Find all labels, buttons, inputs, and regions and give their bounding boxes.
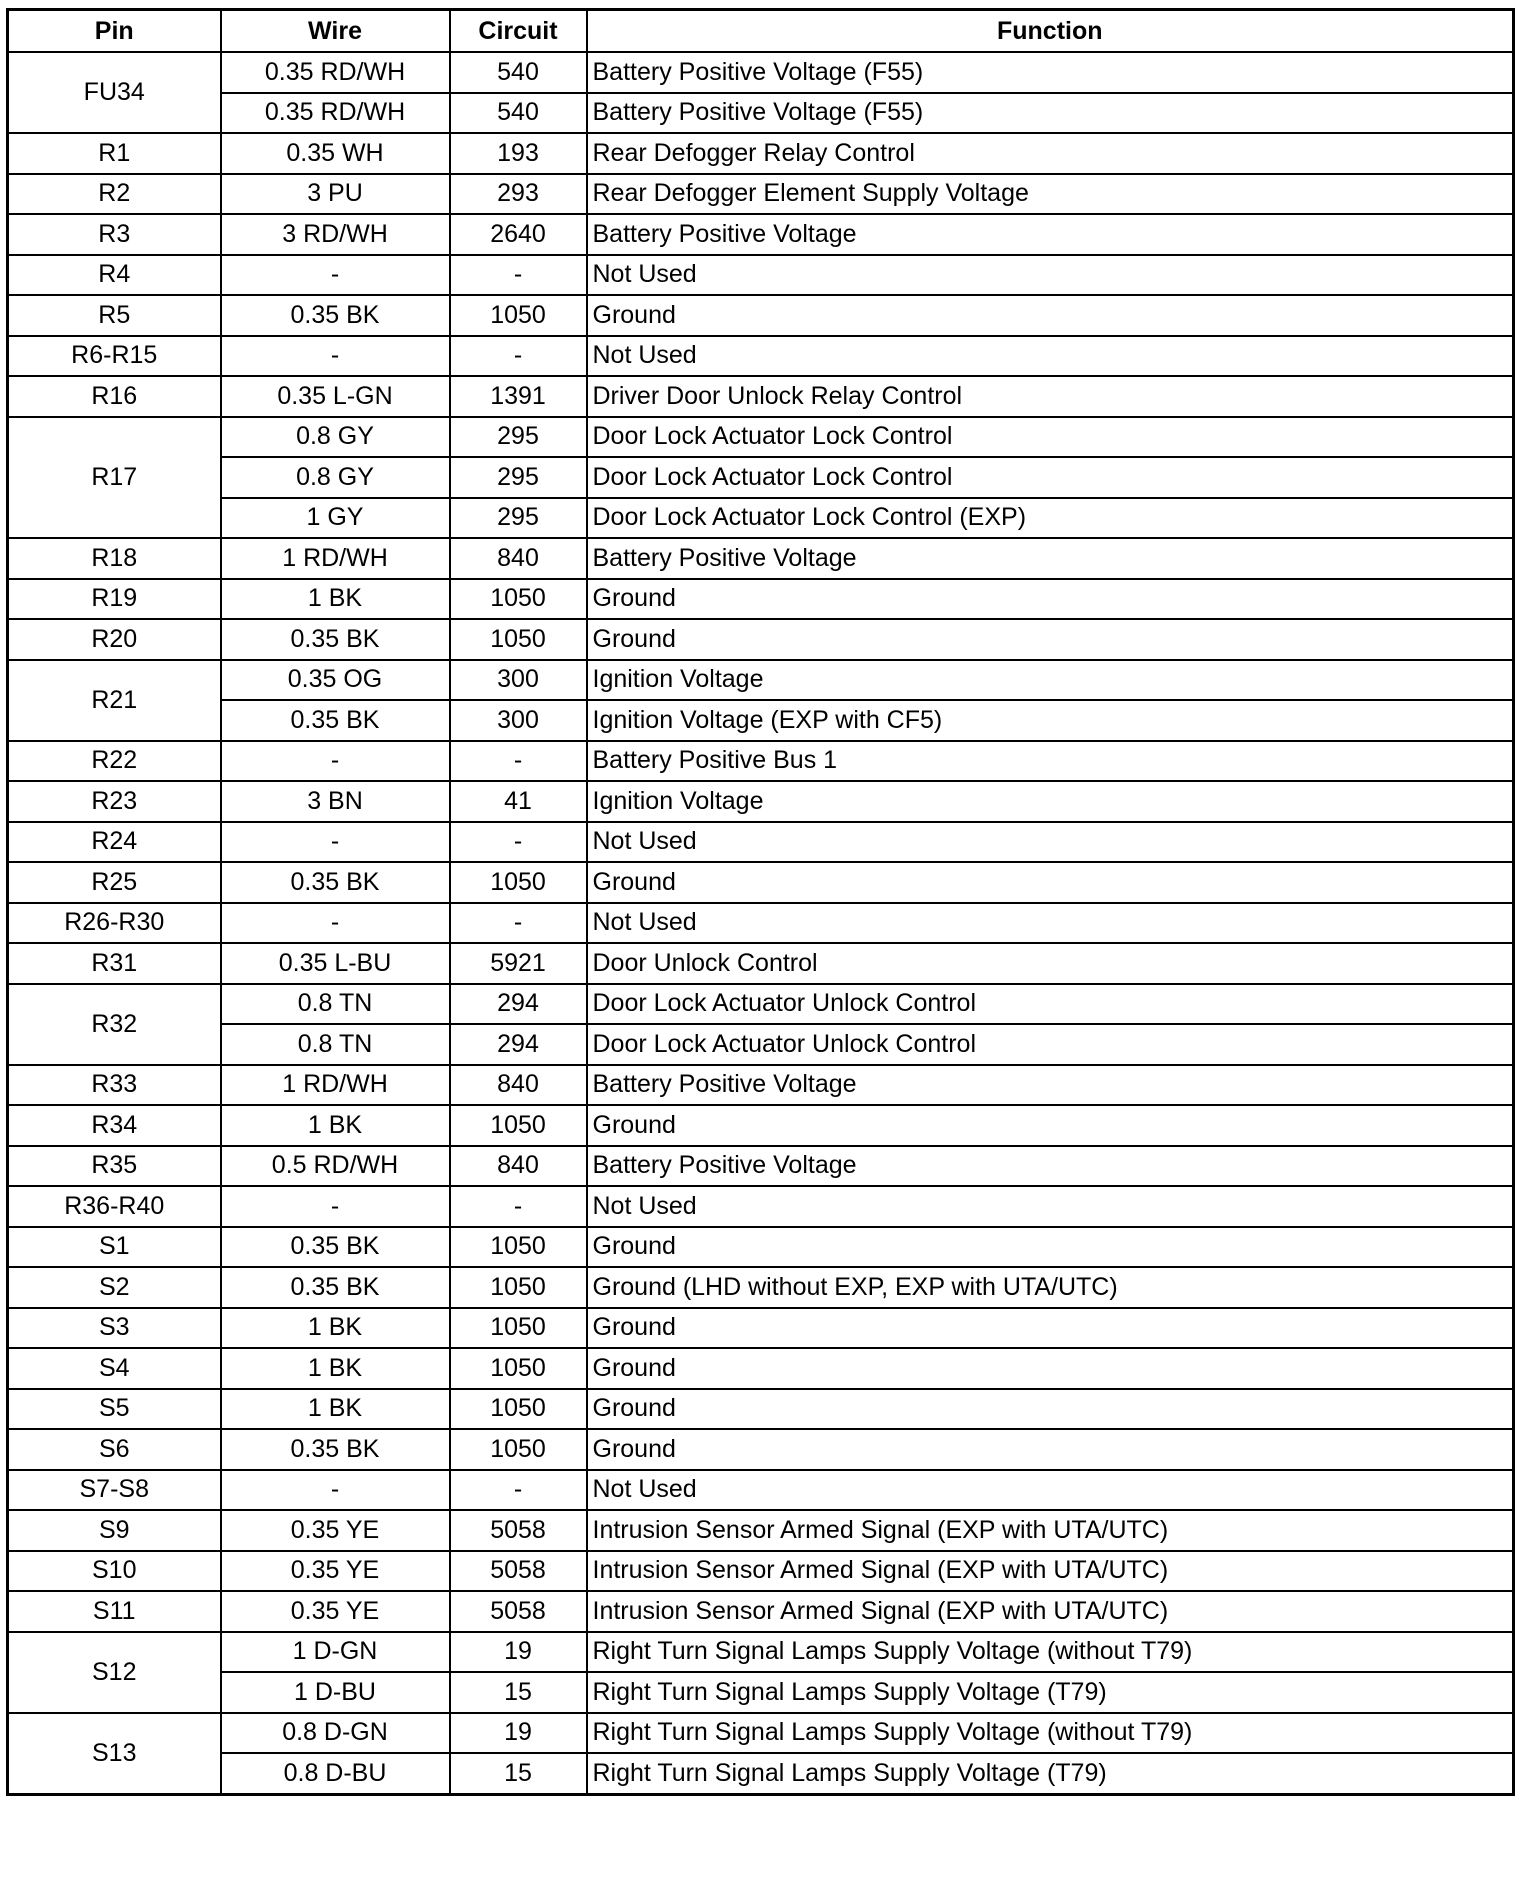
pin-cell: R34 — [8, 1105, 221, 1146]
wire-cell: 1 GY — [221, 498, 450, 539]
table-row — [8, 538, 1514, 579]
circuit-cell: - — [450, 255, 587, 296]
wire-cell: 1 D-GN — [221, 1632, 450, 1673]
pin-cell: S10 — [8, 1551, 221, 1592]
circuit-cell: 1050 — [450, 1429, 587, 1470]
pin-cell: R23 — [8, 781, 221, 822]
pin-cell: R25 — [8, 862, 221, 903]
pin-cell: R16 — [8, 376, 221, 417]
circuit-cell: 41 — [450, 781, 587, 822]
circuit-cell: 840 — [450, 1146, 587, 1187]
table-row — [8, 1753, 1514, 1794]
function-cell: Battery Positive Voltage — [587, 1146, 1514, 1187]
wire-cell: 0.35 BK — [221, 619, 450, 660]
circuit-cell: - — [450, 1186, 587, 1227]
circuit-cell: 540 — [450, 93, 587, 134]
circuit-cell: 1050 — [450, 1389, 587, 1430]
wire-cell: - — [221, 255, 450, 296]
circuit-cell: 300 — [450, 700, 587, 741]
wire-cell: 0.35 BK — [221, 295, 450, 336]
wire-cell: 0.35 YE — [221, 1591, 450, 1632]
function-cell: Rear Defogger Element Supply Voltage — [587, 174, 1514, 215]
pin-column-header: Pin — [8, 10, 221, 53]
function-cell: Right Turn Signal Lamps Supply Voltage (T79) — [587, 1753, 1514, 1794]
wire-cell: 3 RD/WH — [221, 214, 450, 255]
circuit-cell: 15 — [450, 1753, 587, 1794]
function-cell: Driver Door Unlock Relay Control — [587, 376, 1514, 417]
wire-cell: 0.8 TN — [221, 984, 450, 1025]
wire-cell: 0.35 BK — [221, 1227, 450, 1268]
table-row — [8, 700, 1514, 741]
table-row — [8, 133, 1514, 174]
wire-cell: 0.8 TN — [221, 1024, 450, 1065]
function-cell: Intrusion Sensor Armed Signal (EXP with UTA/UTC) — [587, 1591, 1514, 1632]
wire-cell: 0.35 RD/WH — [221, 52, 450, 93]
function-column-header: Function — [587, 10, 1514, 53]
table-row — [8, 498, 1514, 539]
circuit-cell: 5058 — [450, 1591, 587, 1632]
pin-cell: S5 — [8, 1389, 221, 1430]
wire-cell: 1 RD/WH — [221, 538, 450, 579]
table-row — [8, 457, 1514, 498]
pinout-table — [6, 8, 1515, 1796]
wire-cell: 0.35 BK — [221, 1429, 450, 1470]
pin-cell: R17 — [8, 417, 221, 539]
pin-cell: S7-S8 — [8, 1470, 221, 1511]
pin-cell: R36-R40 — [8, 1186, 221, 1227]
wire-cell: 3 BN — [221, 781, 450, 822]
circuit-cell: 5058 — [450, 1510, 587, 1551]
pin-cell: FU34 — [8, 52, 221, 133]
circuit-cell: 5058 — [450, 1551, 587, 1592]
circuit-cell: - — [450, 741, 587, 782]
function-cell: Not Used — [587, 1186, 1514, 1227]
function-cell: Ground — [587, 619, 1514, 660]
table-row — [8, 52, 1514, 93]
circuit-cell: 295 — [450, 457, 587, 498]
function-cell: Ignition Voltage — [587, 660, 1514, 701]
circuit-cell: 193 — [450, 133, 587, 174]
wire-cell: 0.35 L-GN — [221, 376, 450, 417]
function-cell: Battery Positive Voltage — [587, 1065, 1514, 1106]
function-cell: Ignition Voltage (EXP with CF5) — [587, 700, 1514, 741]
circuit-cell: 2640 — [450, 214, 587, 255]
pin-cell: R1 — [8, 133, 221, 174]
table-row — [8, 660, 1514, 701]
table-row — [8, 1510, 1514, 1551]
table-row — [8, 376, 1514, 417]
function-cell: Door Lock Actuator Unlock Control — [587, 1024, 1514, 1065]
table-row — [8, 1308, 1514, 1349]
circuit-cell: 1050 — [450, 295, 587, 336]
pin-cell: R22 — [8, 741, 221, 782]
function-cell: Not Used — [587, 336, 1514, 377]
table-row — [8, 1024, 1514, 1065]
pin-cell: S1 — [8, 1227, 221, 1268]
table-row — [8, 1146, 1514, 1187]
circuit-cell: 540 — [450, 52, 587, 93]
table-row — [8, 336, 1514, 377]
wire-cell: 0.8 D-BU — [221, 1753, 450, 1794]
table-row — [8, 1186, 1514, 1227]
pin-cell: R33 — [8, 1065, 221, 1106]
function-cell: Ground — [587, 1348, 1514, 1389]
function-cell: Intrusion Sensor Armed Signal (EXP with UTA/UTC) — [587, 1551, 1514, 1592]
wire-cell: 0.35 YE — [221, 1510, 450, 1551]
wire-cell: - — [221, 903, 450, 944]
circuit-cell: 1050 — [450, 579, 587, 620]
wire-cell: 0.35 YE — [221, 1551, 450, 1592]
wire-cell: 0.8 D-GN — [221, 1713, 450, 1754]
table-row — [8, 943, 1514, 984]
function-cell: Door Unlock Control — [587, 943, 1514, 984]
function-cell: Door Lock Actuator Unlock Control — [587, 984, 1514, 1025]
function-cell: Intrusion Sensor Armed Signal (EXP with UTA/UTC) — [587, 1510, 1514, 1551]
circuit-cell: 1050 — [450, 1348, 587, 1389]
table-row — [8, 822, 1514, 863]
function-cell: Ground — [587, 862, 1514, 903]
circuit-cell: 300 — [450, 660, 587, 701]
pin-cell: R20 — [8, 619, 221, 660]
circuit-cell: 294 — [450, 1024, 587, 1065]
wire-cell: 1 BK — [221, 1105, 450, 1146]
pin-cell: S6 — [8, 1429, 221, 1470]
wire-cell: 1 RD/WH — [221, 1065, 450, 1106]
wire-cell: - — [221, 336, 450, 377]
circuit-cell: 1391 — [450, 376, 587, 417]
header-row — [8, 10, 1514, 53]
wire-cell: 1 BK — [221, 1348, 450, 1389]
circuit-cell: 1050 — [450, 1308, 587, 1349]
pin-cell: S11 — [8, 1591, 221, 1632]
pin-cell: R6-R15 — [8, 336, 221, 377]
wire-cell: 0.8 GY — [221, 417, 450, 458]
wire-column-header: Wire — [221, 10, 450, 53]
function-cell: Door Lock Actuator Lock Control — [587, 457, 1514, 498]
pin-cell: R24 — [8, 822, 221, 863]
function-cell: Ground — [587, 1105, 1514, 1146]
pin-cell: R35 — [8, 1146, 221, 1187]
circuit-cell: 1050 — [450, 862, 587, 903]
table-row — [8, 417, 1514, 458]
circuit-cell: - — [450, 336, 587, 377]
function-cell: Ground — [587, 1389, 1514, 1430]
table-row — [8, 903, 1514, 944]
table-row — [8, 619, 1514, 660]
table-row — [8, 741, 1514, 782]
pin-cell: S4 — [8, 1348, 221, 1389]
function-cell: Ground (LHD without EXP, EXP with UTA/UTC) — [587, 1267, 1514, 1308]
function-cell: Battery Positive Voltage (F55) — [587, 93, 1514, 134]
table-row — [8, 255, 1514, 296]
function-cell: Battery Positive Bus 1 — [587, 741, 1514, 782]
pin-cell: R19 — [8, 579, 221, 620]
table-row — [8, 1348, 1514, 1389]
wire-cell: 0.35 L-BU — [221, 943, 450, 984]
wire-cell: - — [221, 741, 450, 782]
pin-cell: R5 — [8, 295, 221, 336]
wire-cell: 0.35 BK — [221, 1267, 450, 1308]
function-cell: Ground — [587, 1308, 1514, 1349]
table-row — [8, 1389, 1514, 1430]
table-row — [8, 781, 1514, 822]
wire-cell: 0.35 WH — [221, 133, 450, 174]
wire-cell: 0.35 BK — [221, 862, 450, 903]
table-row — [8, 295, 1514, 336]
table-row — [8, 1672, 1514, 1713]
table-row — [8, 1551, 1514, 1592]
wire-cell: - — [221, 1470, 450, 1511]
pin-cell: S3 — [8, 1308, 221, 1349]
function-cell: Not Used — [587, 903, 1514, 944]
circuit-column-header: Circuit — [450, 10, 587, 53]
pinout-rows — [8, 52, 1514, 1794]
circuit-cell: 5921 — [450, 943, 587, 984]
circuit-cell: - — [450, 1470, 587, 1511]
function-cell: Ground — [587, 295, 1514, 336]
circuit-cell: 840 — [450, 1065, 587, 1106]
pin-cell: R31 — [8, 943, 221, 984]
table-row — [8, 862, 1514, 903]
table-row — [8, 1632, 1514, 1673]
function-cell: Ignition Voltage — [587, 781, 1514, 822]
circuit-cell: - — [450, 822, 587, 863]
function-cell: Not Used — [587, 255, 1514, 296]
function-cell: Ground — [587, 1429, 1514, 1470]
circuit-cell: 1050 — [450, 1267, 587, 1308]
wire-cell: 0.35 OG — [221, 660, 450, 701]
function-cell: Door Lock Actuator Lock Control — [587, 417, 1514, 458]
function-cell: Not Used — [587, 1470, 1514, 1511]
circuit-cell: - — [450, 903, 587, 944]
circuit-cell: 294 — [450, 984, 587, 1025]
function-cell: Rear Defogger Relay Control — [587, 133, 1514, 174]
circuit-cell: 840 — [450, 538, 587, 579]
function-cell: Ground — [587, 579, 1514, 620]
function-cell: Battery Positive Voltage — [587, 538, 1514, 579]
wire-cell: 0.8 GY — [221, 457, 450, 498]
pin-cell: S9 — [8, 1510, 221, 1551]
circuit-cell: 19 — [450, 1632, 587, 1673]
circuit-cell: 293 — [450, 174, 587, 215]
pin-cell: R18 — [8, 538, 221, 579]
table-row — [8, 579, 1514, 620]
pin-cell: R2 — [8, 174, 221, 215]
table-row — [8, 1591, 1514, 1632]
wire-cell: 3 PU — [221, 174, 450, 215]
function-cell: Right Turn Signal Lamps Supply Voltage (without T79) — [587, 1713, 1514, 1754]
pin-cell: R32 — [8, 984, 221, 1065]
pin-cell: S12 — [8, 1632, 221, 1713]
function-cell: Not Used — [587, 822, 1514, 863]
function-cell: Right Turn Signal Lamps Supply Voltage (without T79) — [587, 1632, 1514, 1673]
pin-cell: S13 — [8, 1713, 221, 1795]
table-row — [8, 93, 1514, 134]
circuit-cell: 15 — [450, 1672, 587, 1713]
circuit-cell: 295 — [450, 417, 587, 458]
function-cell: Battery Positive Voltage — [587, 214, 1514, 255]
wire-cell: 0.5 RD/WH — [221, 1146, 450, 1187]
pin-cell: R3 — [8, 214, 221, 255]
wire-cell: 0.35 BK — [221, 700, 450, 741]
pin-cell: R21 — [8, 660, 221, 741]
function-cell: Battery Positive Voltage (F55) — [587, 52, 1514, 93]
wire-cell: 0.35 RD/WH — [221, 93, 450, 134]
function-cell: Ground — [587, 1227, 1514, 1268]
pin-cell: R26-R30 — [8, 903, 221, 944]
pin-cell: R4 — [8, 255, 221, 296]
wire-cell: 1 D-BU — [221, 1672, 450, 1713]
function-cell: Right Turn Signal Lamps Supply Voltage (T79) — [587, 1672, 1514, 1713]
circuit-cell: 1050 — [450, 619, 587, 660]
circuit-cell: 295 — [450, 498, 587, 539]
table-row — [8, 1065, 1514, 1106]
table-row — [8, 1267, 1514, 1308]
table-row — [8, 984, 1514, 1025]
table-row — [8, 1713, 1514, 1754]
table-row — [8, 174, 1514, 215]
table-row — [8, 1227, 1514, 1268]
circuit-cell: 1050 — [450, 1227, 587, 1268]
wire-cell: 1 BK — [221, 1389, 450, 1430]
table-row — [8, 1429, 1514, 1470]
table-row — [8, 1470, 1514, 1511]
wire-cell: - — [221, 822, 450, 863]
wire-cell: 1 BK — [221, 1308, 450, 1349]
circuit-cell: 19 — [450, 1713, 587, 1754]
wire-cell: - — [221, 1186, 450, 1227]
function-cell: Door Lock Actuator Lock Control (EXP) — [587, 498, 1514, 539]
table-row — [8, 1105, 1514, 1146]
wire-cell: 1 BK — [221, 579, 450, 620]
table-row — [8, 214, 1514, 255]
circuit-cell: 1050 — [450, 1105, 587, 1146]
pin-cell: S2 — [8, 1267, 221, 1308]
